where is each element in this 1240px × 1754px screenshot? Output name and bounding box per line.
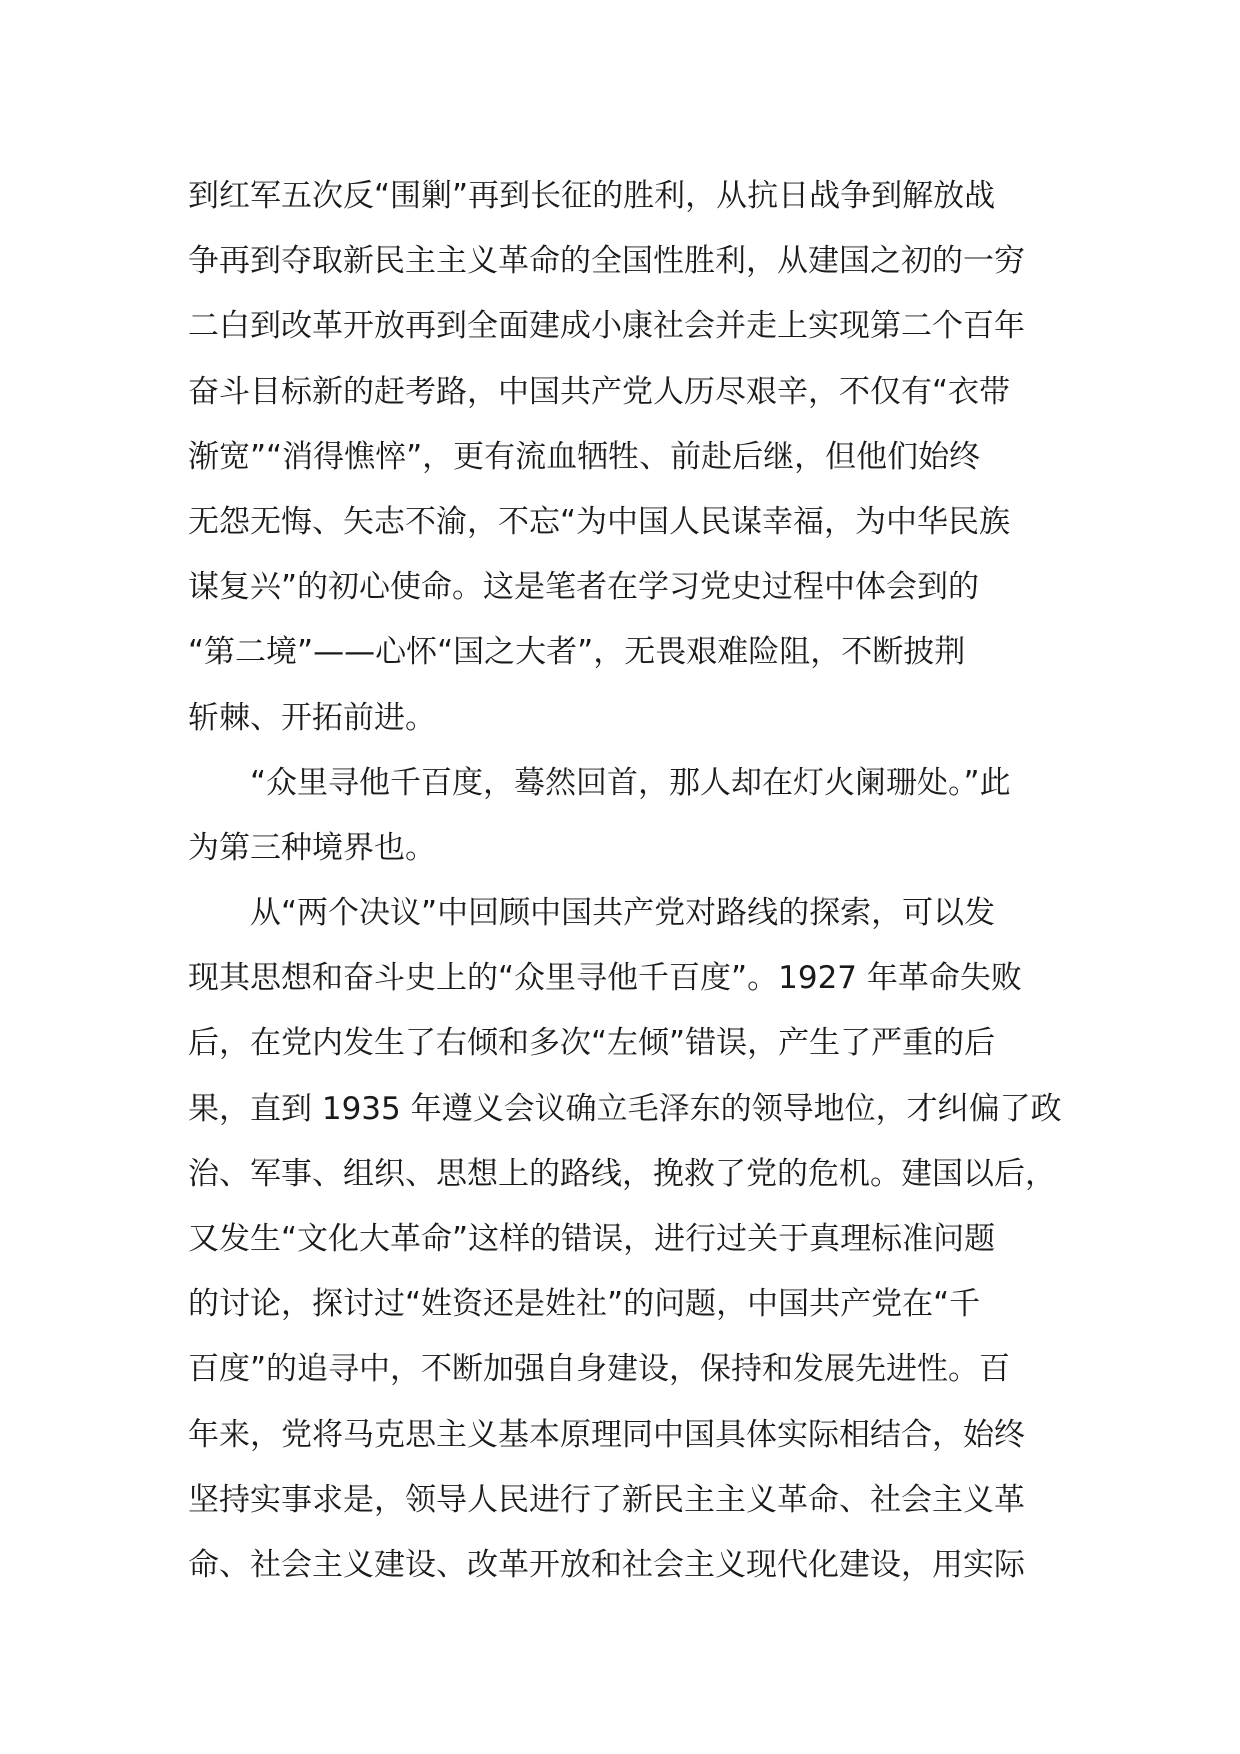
document-body bbox=[188, 164, 1061, 1598]
text-line: 渐宽”“消得憔悴”，更有流血牺牲、前赴后继，但他们始终 bbox=[188, 438, 981, 475]
text-line: 现其思想和奋斗史上的“众里寻他千百度”。1927 年革命失败 bbox=[188, 960, 1022, 997]
text-line: 命、社会主义建设、改革开放和社会主义现代化建设，用实际 bbox=[188, 1546, 1025, 1583]
text-line: 为第三种境界也。 bbox=[188, 829, 436, 866]
text-line: 后，在党内发生了右倾和多次“左倾”错误，产生了严重的后 bbox=[188, 1025, 996, 1062]
text-line: 年来，党将马克思主义基本原理同中国具体实际相结合，始终 bbox=[188, 1416, 1025, 1453]
text-line: 从“两个决议”中回顾中国共产党对路线的探索，可以发 bbox=[250, 895, 996, 932]
text-line: 百度”的追寻中，不断加强自身建设，保持和发展先进性。百 bbox=[188, 1351, 1011, 1388]
text-line: 奋斗目标新的赶考路，中国共产党人历尽艰辛，不仅有“衣带 bbox=[188, 373, 1011, 410]
text-line: 二白到改革开放再到全面建成小康社会并走上实现第二个百年 bbox=[188, 308, 1025, 345]
text-line: 果，直到 1935 年遵义会议确立毛泽东的领导地位，才纠偏了政 bbox=[188, 1090, 1062, 1127]
text-line: 治、军事、组织、思想上的路线，挽救了党的危机。建国以后， bbox=[188, 1155, 1056, 1192]
text-line: 又发生“文化大革命”这样的错误，进行过关于真理标准问题 bbox=[188, 1221, 996, 1257]
text-line: 坚持实事求是，领导人民进行了新民主主义革命、社会主义革 bbox=[188, 1481, 1025, 1518]
text-line: “众里寻他千百度，蓦然回首，那人却在灯火阑珊处。”此 bbox=[250, 764, 1011, 801]
text-line: 争再到夺取新民主主义革命的全国性胜利，从建国之初的一穷 bbox=[188, 243, 1025, 280]
paragraph-3 bbox=[188, 881, 1061, 1598]
text-line: “第二境”——心怀“国之大者”，无畏艰难险阻，不断披荆 bbox=[188, 634, 966, 671]
text-line: 到红军五次反“围剿”再到长征的胜利，从抗日战争到解放战 bbox=[188, 178, 996, 214]
text-line: 斩棘、开拓前进。 bbox=[188, 699, 436, 736]
text-line: 的讨论，探讨过“姓资还是姓社”的问题，中国共产党在“千 bbox=[188, 1286, 981, 1323]
paragraph-1 bbox=[188, 164, 1061, 751]
paragraph-2 bbox=[188, 751, 1061, 881]
text-line: 谋复兴”的初心使命。这是笔者在学习党史过程中体会到的 bbox=[188, 569, 980, 606]
text-line: 无怨无悔、矢志不渝，不忘“为中国人民谋幸福，为中华民族 bbox=[188, 503, 1011, 540]
